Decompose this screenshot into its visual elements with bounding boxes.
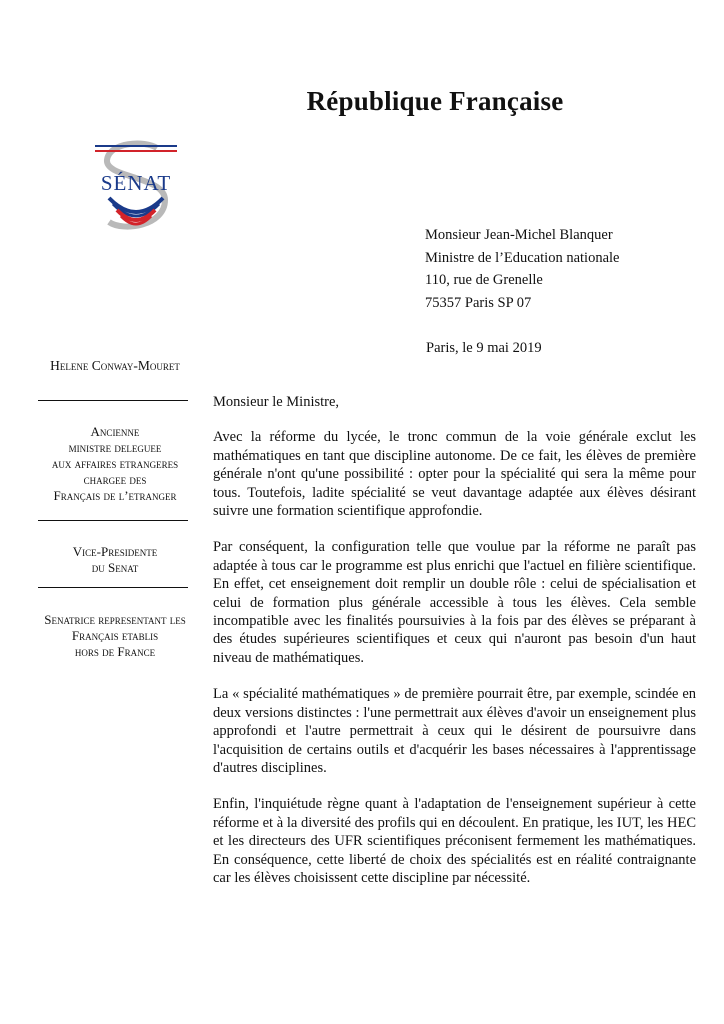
sidebar-line: ministre deleguee — [68, 440, 162, 455]
paragraph: La « spécialité mathématiques » de première pourrait être, par exemple, scindée en deux versions distinctes : l'une permettrait aux élèves d'avoir un enseignement plus approfondi et l'autre permettrait à ceux qui le désirent de poursuivre dans l'acquisition de certains outils et d'acquérir les bases nécessaires à l'apprentissage d'autres disciplines. — [213, 686, 696, 776]
sidebar-line: du Senat — [91, 560, 139, 575]
sidebar-line: Français etablis — [71, 628, 159, 643]
logo-text: SÉNAT — [100, 171, 172, 195]
header-title: République Française — [306, 86, 564, 116]
recipient-line: Ministre de l’Education nationale — [425, 249, 620, 266]
paragraph: Enfin, l'inquiétude règne quant à l'adaptation de l'enseignement supérieur à cette réforme et à la diversité des profils qui en découlent. En pratique, les IUT, les HEC et les directeurs des UFR scientifiques préconisent fermement les mathématiques. En conséquence, cette liberté de choix des spécialités est en réalité contraignante car les élèves choisissent cette discipline par nécessité. — [213, 796, 696, 886]
sidebar-line: Français de l’etranger — [53, 488, 177, 503]
sidebar-divider — [38, 520, 188, 521]
sidebar-line: hors de France — [74, 644, 156, 659]
sidebar-block-vice-president — [20, 544, 210, 576]
paragraph: Avec la réforme du lycée, le tronc commun de la voie générale exclut les mathématiques en tant que discipline autonome. De ce fait, les élèves de première générale n'ont qu'une possibilité : opter pour la spécialité qui sera la même pour tous. Toutefois, ladite spécialité se veut davantage adaptée aux élèves désirant suivre une formation scientifique approfondie. — [213, 429, 696, 520]
sidebar-divider — [38, 587, 188, 588]
sidebar-line: Vice-Presidente — [72, 544, 158, 559]
letter-body — [213, 393, 696, 905]
sidebar-block-senator — [20, 612, 210, 660]
sidebar-divider — [38, 400, 188, 401]
sidebar-line: Senatrice representant les — [44, 612, 186, 627]
recipient-line: Monsieur Jean-Michel Blanquer — [425, 227, 613, 243]
salutation: Monsieur le Ministre, — [213, 394, 340, 410]
sidebar-line: chargee des — [83, 472, 147, 487]
recipient-line: 75357 Paris SP 07 — [425, 294, 532, 311]
letter-date: Paris, le 9 mai 2019 — [426, 340, 542, 356]
sender-name: Helene Conway-Mouret — [50, 358, 180, 373]
recipient-address — [425, 224, 705, 314]
recipient-line: 110, rue de Grenelle — [425, 272, 543, 288]
sidebar-line: Ancienne — [90, 424, 140, 439]
sidebar-line: aux affaires etrangeres — [51, 456, 179, 471]
sidebar-block-former-minister — [20, 424, 210, 504]
paragraph: Par conséquent, la configuration telle que voulue par la réforme ne paraît pas adaptée à tous car le programme est plus enrichi que l'actuel en filière scientifique. En effet, cet enseignement doit remplir un double rôle : celui de spécialisation et celui de formation plus générale accessible à tous les élèves. Cela semble incompatible avec les finalités poursuivies à la fois par des élèves se préparant à des études supérieures scientifiques et ceux qui n'auront pas besoin d'un haut niveau de mathématiques. — [213, 539, 696, 666]
senat-logo — [87, 140, 185, 236]
